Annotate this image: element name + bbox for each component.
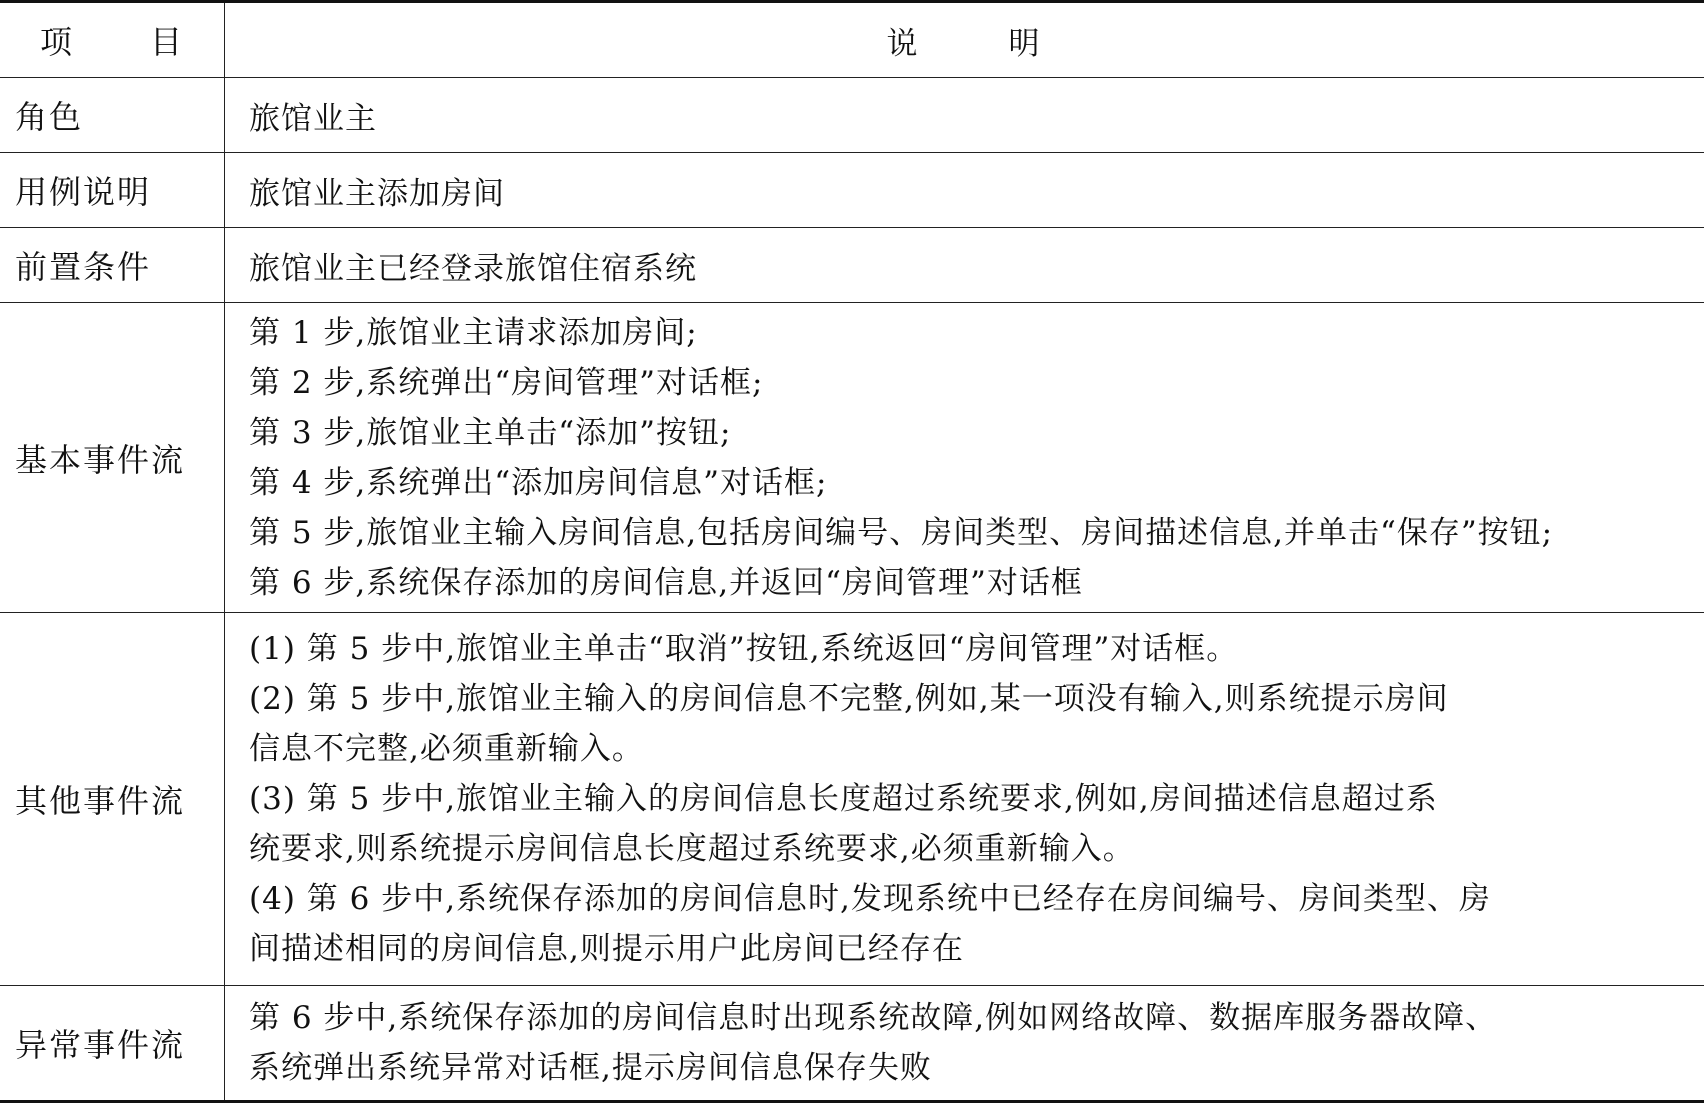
row-label: 前置条件 — [0, 228, 225, 302]
row-label: 其他事件流 — [0, 613, 225, 985]
row-text: 旅馆业主 — [249, 100, 377, 137]
flow-step-line: 第 3 步,旅馆业主单击“添加”按钮; — [249, 414, 732, 451]
row-label: 用例说明 — [0, 153, 225, 227]
flow-step-line: 系统弹出系统异常对话框,提示房间信息保存失败 — [249, 1050, 932, 1086]
header-item-cell — [0, 3, 225, 77]
row-label: 基本事件流 — [0, 303, 225, 612]
flow-step-line: 第 6 步中,系统保存添加的房间信息时出现系统故障,例如网络故障、数据库服务器故障、 — [249, 1000, 1498, 1036]
row-value — [225, 153, 1704, 227]
table-row-role — [0, 78, 1704, 153]
header-desc-char-1: 说 — [886, 25, 919, 62]
flow-step-line: 统要求,则系统提示房间信息长度超过系统要求,必须重新输入。 — [249, 831, 1135, 867]
flow-step-line: (4) 第 6 步中,系统保存添加的房间信息时,发现系统中已经存在房间编号、房间类型、房 — [249, 881, 1491, 917]
flow-step-line: 第 5 步,旅馆业主输入房间信息,包括房间编号、房间类型、房间描述信息,并单击“保存”按钮; — [249, 514, 1554, 551]
table-header-row — [0, 3, 1704, 78]
row-value — [225, 78, 1704, 152]
row-label: 异常事件流 — [0, 986, 225, 1100]
header-item-char-1: 项 — [40, 23, 75, 61]
flow-step-line: 信息不完整,必须重新输入。 — [249, 731, 644, 767]
table-row-usecase — [0, 153, 1704, 228]
row-value — [225, 303, 1704, 612]
flow-step-line: 第 6 步,系统保存添加的房间信息,并返回“房间管理”对话框 — [249, 564, 1083, 601]
row-value — [225, 613, 1704, 985]
row-value — [225, 986, 1704, 1100]
flow-step-line: 第 2 步,系统弹出“房间管理”对话框; — [249, 364, 764, 401]
flow-step-line: (2) 第 5 步中,旅馆业主输入的房间信息不完整,例如,某一项没有输入,则系统提示房间 — [249, 681, 1449, 717]
table-row-basic-flow — [0, 303, 1704, 613]
header-desc-cell — [225, 3, 1704, 77]
header-item-char-2: 目 — [149, 23, 184, 61]
flow-step-line: 第 1 步,旅馆业主请求添加房间; — [249, 314, 698, 351]
flow-step-line: 间描述相同的房间信息,则提示用户此房间已经存在 — [249, 931, 964, 967]
row-value — [225, 228, 1704, 302]
table-row-other-flow — [0, 613, 1704, 986]
flow-step-line: 第 4 步,系统弹出“添加房间信息”对话框; — [249, 464, 828, 501]
table-row-precondition — [0, 228, 1704, 303]
flow-step-line: (1) 第 5 步中,旅馆业主单击“取消”按钮,系统返回“房间管理”对话框。 — [249, 631, 1239, 667]
header-desc-char-2: 明 — [1008, 25, 1041, 62]
table-row-exception-flow — [0, 986, 1704, 1100]
flow-step-line: (3) 第 5 步中,旅馆业主输入的房间信息长度超过系统要求,例如,房间描述信息超过系 — [249, 781, 1438, 817]
row-text: 旅馆业主添加房间 — [249, 175, 505, 212]
row-text: 旅馆业主已经登录旅馆住宿系统 — [249, 250, 697, 287]
row-label: 角色 — [0, 78, 225, 152]
